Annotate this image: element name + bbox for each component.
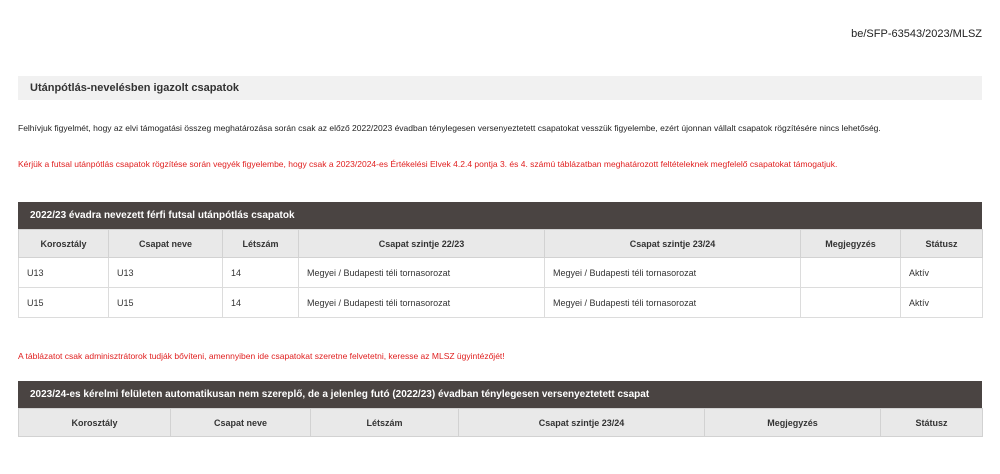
info-notice: Felhívjuk figyelmét, hogy az elvi támogatási összeg meghatározása során csak az előző 2022/2023 évadban ténylegesen versenyeztetett csapatokat vesszük figyelembe, ezért újonnan vállalt csapatok rögzítésére nincs lehetőség. <box>18 123 881 133</box>
cell-headcount: 14 <box>223 288 299 318</box>
col-header-team-name: Csapat neve <box>171 409 311 437</box>
registered-teams-table <box>18 202 982 318</box>
cell-status: Aktív <box>901 288 983 318</box>
col-header-headcount: Létszám <box>223 230 299 258</box>
warning-notice: Kérjük a futsal utánpótlás csapatok rögzítése során vegyék figyelembe, hogy csak a 2023/2024-es Értékelési Elvek 4.2.4 pontja 3. és 4. számú táblázatban meghatározott feltételeknek megfelelő csapatokat támogatjuk. <box>18 159 838 169</box>
cell-team-name: U13 <box>109 258 223 288</box>
col-header-remark: Megjegyzés <box>801 230 901 258</box>
table-row <box>19 288 983 318</box>
cell-remark <box>801 258 901 288</box>
col-header-level-2223: Csapat szintje 22/23 <box>299 230 545 258</box>
col-header-age-group: Korosztály <box>19 230 109 258</box>
table-header-row <box>19 409 983 437</box>
col-header-level-2324: Csapat szintje 23/24 <box>545 230 801 258</box>
cell-age-group: U15 <box>19 288 109 318</box>
registered-teams-table-title: 2022/23 évadra nevezett férfi futsal utánpótlás csapatok <box>18 202 982 229</box>
cell-age-group: U13 <box>19 258 109 288</box>
col-header-remark: Megjegyzés <box>705 409 881 437</box>
cell-level-2324: Megyei / Budapesti téli tornasorozat <box>545 288 801 318</box>
col-header-status: Státusz <box>901 230 983 258</box>
col-header-age-group: Korosztály <box>19 409 171 437</box>
cell-level-2324: Megyei / Budapesti téli tornasorozat <box>545 258 801 288</box>
cell-headcount: 14 <box>223 258 299 288</box>
additional-teams-table-title: 2023/24-es kérelmi felületen automatikusan nem szereplő, de a jelenleg futó (2022/23) évadban ténylegesen versenyeztetett csapat <box>18 381 982 408</box>
cell-remark <box>801 288 901 318</box>
col-header-headcount: Létszám <box>311 409 459 437</box>
cell-level-2223: Megyei / Budapesti téli tornasorozat <box>299 288 545 318</box>
admin-notice: A táblázatot csak adminisztrátorok tudják bővíteni, amennyiben ide csapatokat szeretne felvetetni, keresse az MLSZ ügyintézőjét! <box>18 351 505 361</box>
cell-level-2223: Megyei / Budapesti téli tornasorozat <box>299 258 545 288</box>
reference-number: be/SFP-63543/2023/MLSZ <box>851 28 982 40</box>
cell-status: Aktív <box>901 258 983 288</box>
col-header-team-name: Csapat neve <box>109 230 223 258</box>
col-header-level-2324: Csapat szintje 23/24 <box>459 409 705 437</box>
col-header-status: Státusz <box>881 409 983 437</box>
table-header-row <box>19 230 983 258</box>
table-row <box>19 258 983 288</box>
cell-team-name: U15 <box>109 288 223 318</box>
section-title: Utánpótlás-nevelésben igazolt csapatok <box>18 76 982 100</box>
additional-teams-table <box>18 381 982 437</box>
